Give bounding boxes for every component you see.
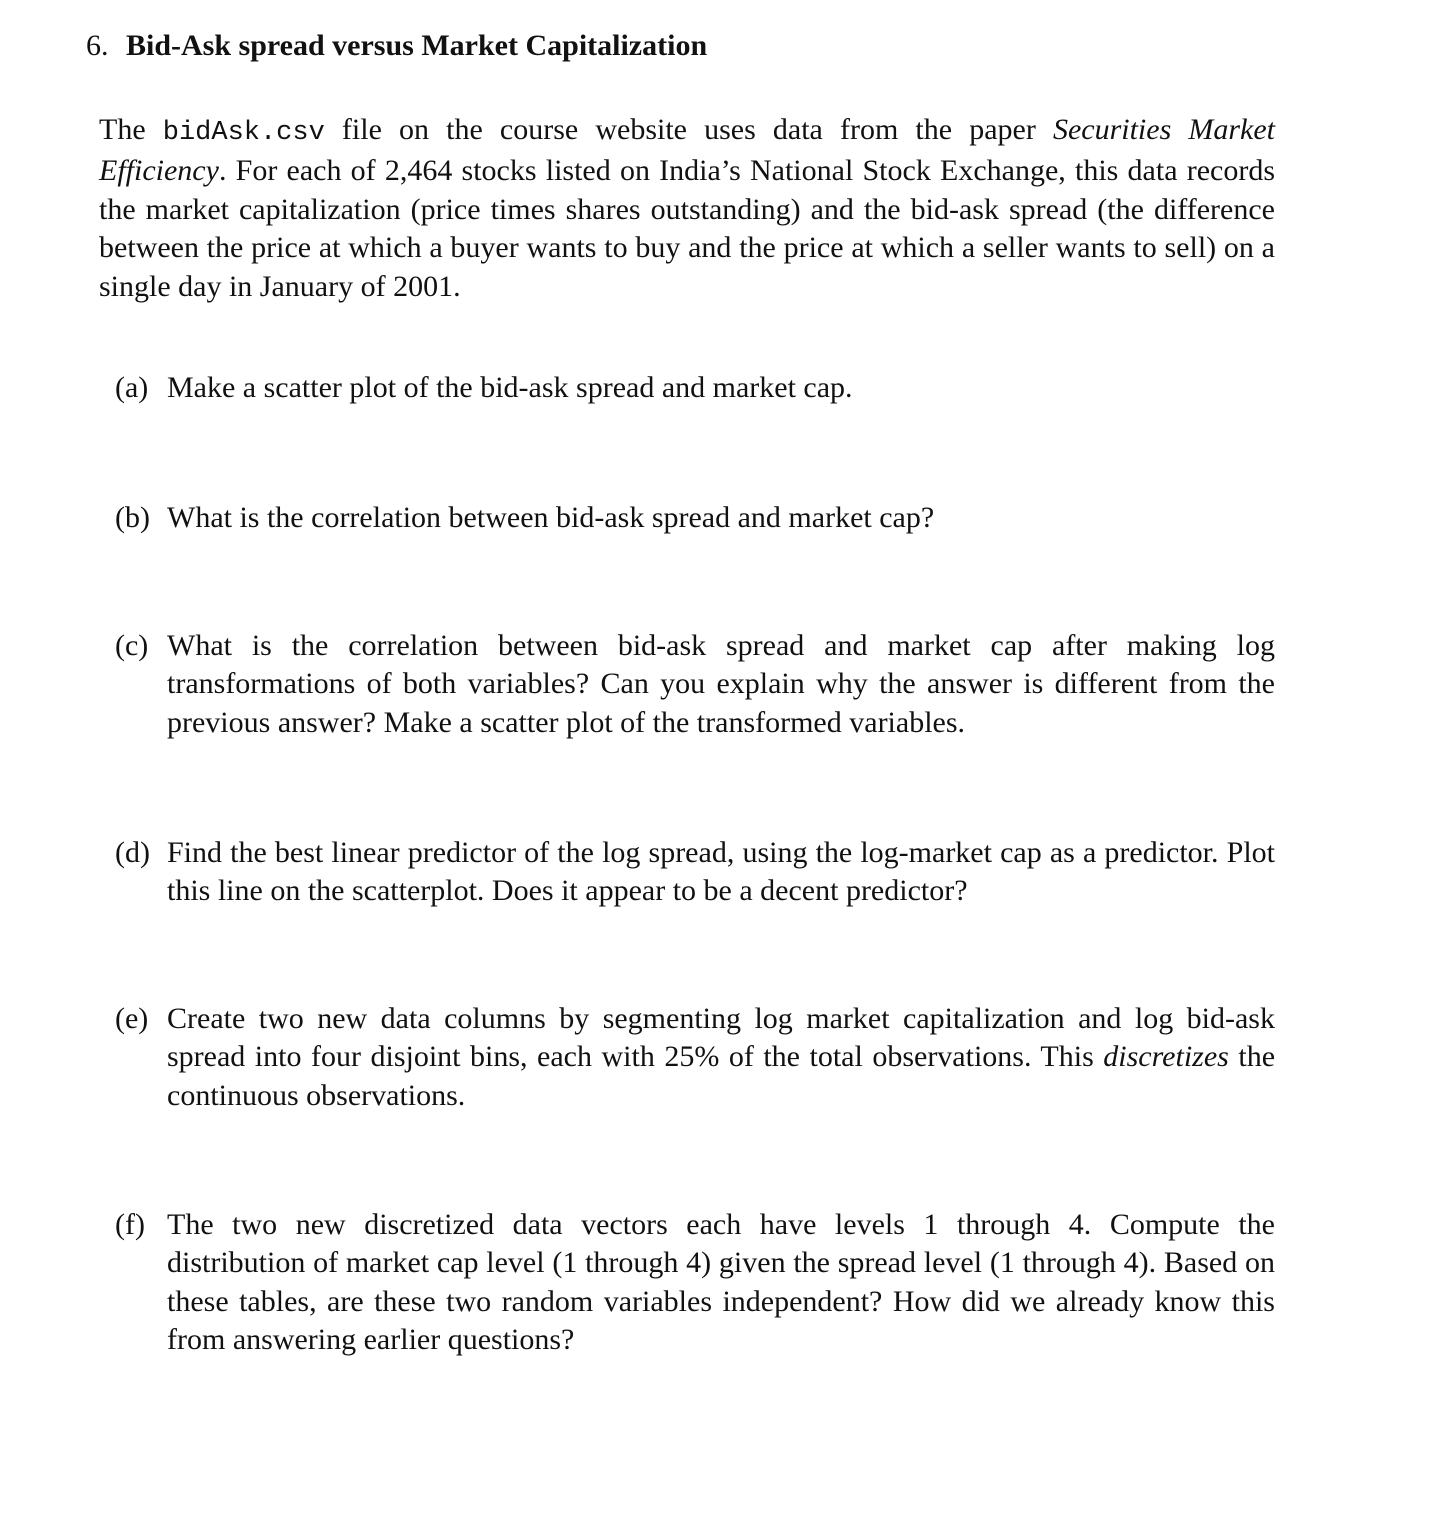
part-e xyxy=(115,1000,1275,1115)
part-e-text-before: Create two new data columns by segmenting log market capitalization and log bid-ask spread into four disjoint bins, each with 25% of the total observations. This xyxy=(167,1002,1275,1074)
part-f xyxy=(115,1206,1275,1360)
part-f-label: (f) xyxy=(115,1208,145,1241)
part-c-text: What is the correlation between bid-ask spread and market cap after making log transformations of both variables? Can you explain why the answer is different from the previous answer? Make a scatter plot of the transformed variables. xyxy=(167,629,1275,739)
part-c xyxy=(115,627,1275,742)
intro-text-1: file on the course website uses data from the paper xyxy=(324,113,1053,146)
part-b-label: (b) xyxy=(115,501,150,534)
part-d xyxy=(115,834,1275,911)
part-a xyxy=(115,369,1275,407)
part-c-label: (c) xyxy=(115,629,149,662)
problem-heading xyxy=(86,27,707,65)
part-e-text xyxy=(167,1000,1275,1115)
intro-filename: bidAsk.csv xyxy=(162,118,325,148)
part-a-text: Make a scatter plot of the bid-ask spread and market cap. xyxy=(167,371,853,404)
part-b-text: What is the correlation between bid-ask spread and market cap? xyxy=(167,501,935,534)
intro-lead-word: The xyxy=(99,113,146,146)
part-b xyxy=(115,499,1275,537)
part-e-emphasis: discretizes xyxy=(1103,1040,1229,1074)
part-d-label: (d) xyxy=(115,836,150,869)
part-e-text-after: the continuous observations. xyxy=(167,1040,1276,1112)
part-a-label: (a) xyxy=(115,371,149,404)
problem-number: 6. xyxy=(86,29,109,62)
intro-text-2: . For each of 2,464 stocks listed on India’s National Stock Exchange, this data records the market capitalization (price times shares outstanding) and the bid-ask spread (the difference between the price at which a buyer wants to buy and the price at which a seller wants to sell) on a single day in January of 2001. xyxy=(99,154,1275,303)
part-e-label: (e) xyxy=(115,1002,149,1035)
part-f-text: The two new discretized data vectors each have levels 1 through 4. Compute the distribution of market cap level (1 through 4) given the spread level (1 through 4). Based on these tables, are these two random variables independent? How did we already know this from answering earlier questions? xyxy=(167,1208,1275,1357)
intro-paper-title: Securities Market Efficiency xyxy=(99,113,1276,188)
part-d-text: Find the best linear predictor of the log spread, using the log-market cap as a predictor. Plot this line on the scatterplot. Does it appear to be a decent predictor? xyxy=(167,836,1275,908)
problem-intro xyxy=(99,111,1275,306)
problem-title: Bid-Ask spread versus Market Capitalization xyxy=(126,29,708,62)
